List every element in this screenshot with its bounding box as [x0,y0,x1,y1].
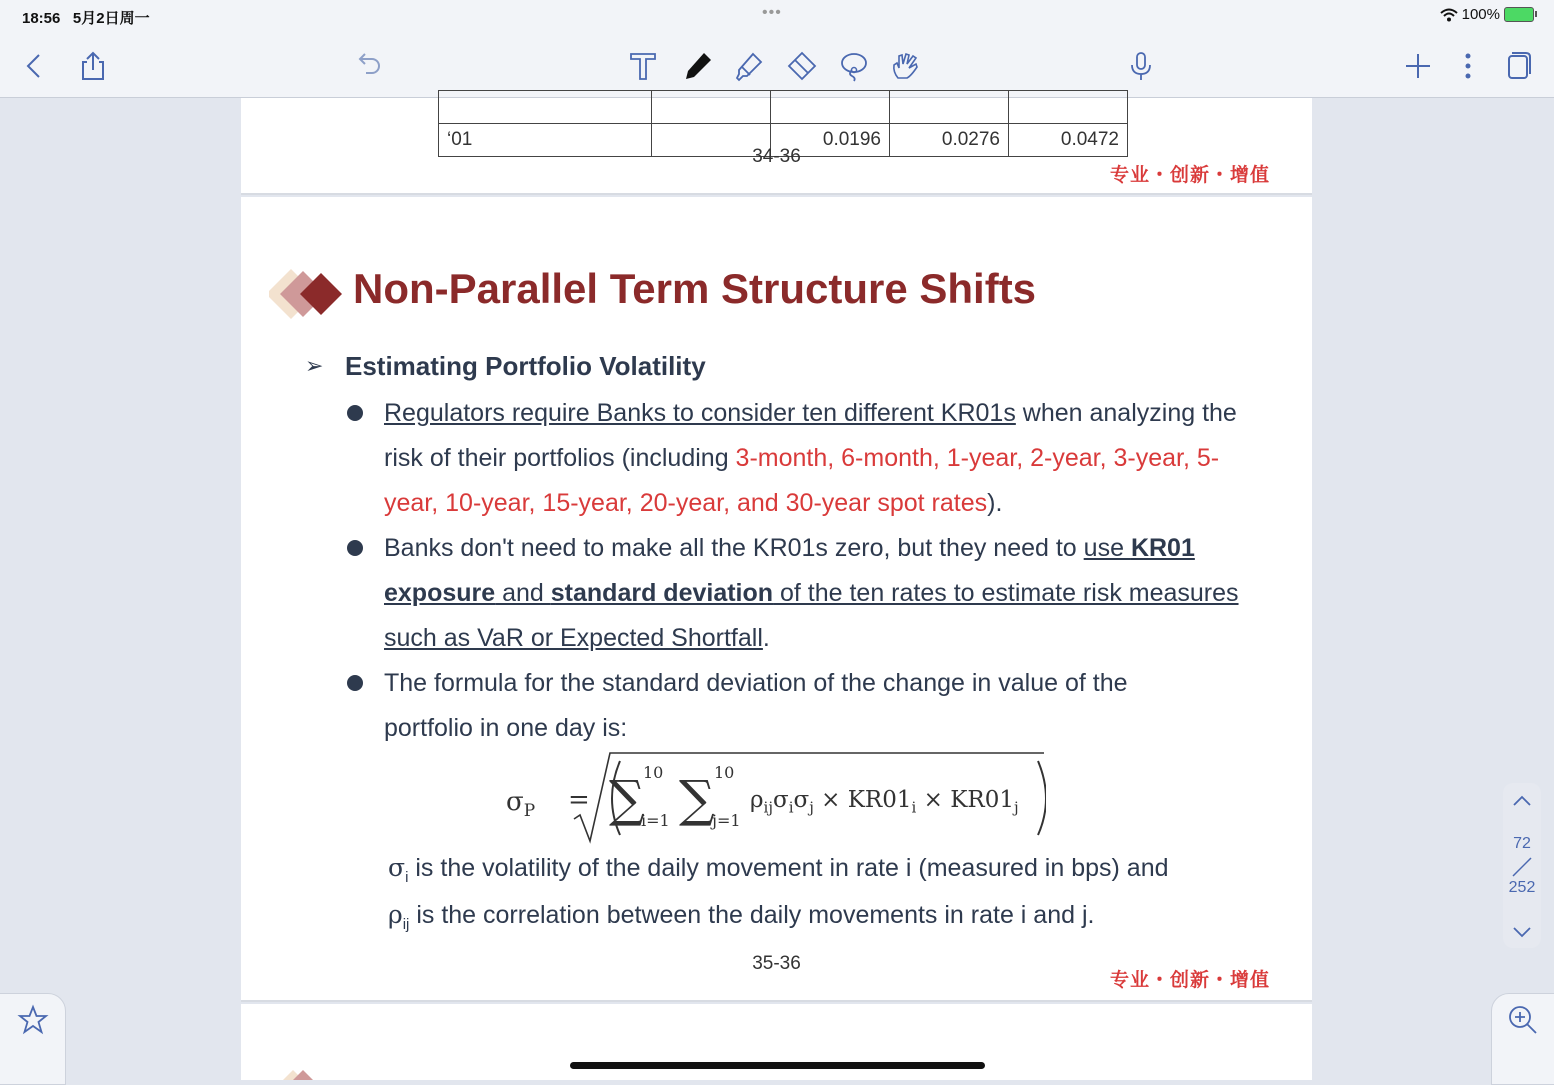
bullet-icon [347,675,363,691]
previous-slide [241,98,1312,195]
table-row-partial [439,91,1128,124]
table-cell: 0.0196 [771,124,890,157]
current-slide [241,197,1312,1002]
add-button[interactable] [1400,48,1436,84]
status-right [1440,6,1534,23]
title-diamonds-icon [269,269,349,319]
share-icon [77,50,109,82]
slide-subtitle: Estimating Portfolio Volatility [345,351,706,381]
lasso-button[interactable] [836,48,872,84]
slogan: 专业・创新・增值 [1109,165,1270,186]
total-pages: 252 [1508,879,1536,896]
undo-icon [352,50,384,82]
slogan: 专业・创新・增值 [1109,970,1270,991]
text-tool-button[interactable] [625,48,661,84]
bullet-icon [347,540,363,556]
bullet-3: The formula for the standard deviation of the change in value of the portfolio in one day is: [384,669,1128,742]
battery-percent: 100% [1461,6,1500,23]
title-diamonds-icon [283,1070,323,1082]
home-indicator[interactable] [570,1062,985,1069]
toolbar [0,32,1554,98]
page-down-icon[interactable] [1512,925,1532,939]
bullet-2: Banks don't need to make all the KR01s zero, but they need to use KR01 exposure and standard deviation of the ten rates to estimate risk measures such as VaR or Expected Shortfall. [384,534,1239,652]
slide-title: Non-Parallel Term Structure Shifts [353,265,1037,312]
favorite-panel [0,993,66,1085]
status-bar [0,0,1554,32]
share-button[interactable] [75,48,111,84]
hand-button[interactable] [887,48,923,84]
text-tool-icon [627,50,659,82]
eraser-button[interactable] [784,48,820,84]
arrow-bullet-icon: ➢ [305,353,324,378]
rho-definition: $\rho_{ij}$ is the correlation between the daily movements in rate i and j. [388,900,1095,933]
sigma-definition: $\sigma_i$ is the volatility of the daily movement in rate i (measured in bps) and [388,853,1169,886]
undo-button[interactable] [350,48,386,84]
row-label: ‘01 [439,124,652,157]
page-up-icon[interactable] [1512,793,1532,807]
more-icon [1452,50,1484,82]
page-number: 34-36 [752,146,801,167]
back-icon [18,50,50,82]
table-cell: 0.0472 [1009,124,1128,157]
add-icon [1402,50,1434,82]
microphone-icon [1125,50,1157,82]
highlighter-icon [733,50,765,82]
pages-button[interactable] [1500,48,1536,84]
page-number: 35-36 [752,953,801,974]
star-icon[interactable] [17,1004,49,1036]
eraser-icon [786,50,818,82]
page-separator-icon [1511,856,1533,878]
lasso-icon [838,50,870,82]
zoom-panel [1491,993,1554,1085]
current-page[interactable]: 72 [1513,835,1531,852]
wifi-icon [1440,8,1458,22]
bullet-icon [347,405,363,421]
microphone-button[interactable] [1123,48,1159,84]
pages-icon [1502,50,1534,82]
pen-icon [682,50,714,82]
back-button[interactable] [16,48,52,84]
zoom-in-icon[interactable] [1507,1004,1539,1036]
hand-icon [889,50,921,82]
highlighter-button[interactable] [731,48,767,84]
volatility-formula: $\sigma_P$ = ∑ 10 i=1 ∑ 10 j=1 $\rho_{ij}\sigma_i\sigma_j \times KR01_i \times KR01_j$ [506,749,1066,849]
more-button[interactable] [1450,48,1486,84]
status-time: 18:56 5月2日周一 [22,10,150,27]
battery-icon [1504,7,1534,22]
bullet-1: Regulators require Banks to consider ten different KR01s when analyzing the risk of their portfolios (including 3-month, 6-month, 1-year, 2-year, 3-year, 5-year, 10-year, 15-year, 20-year, and 30-year spot rates). [384,399,1237,517]
multitasking-dots[interactable]: ••• [762,4,782,21]
pen-button[interactable] [680,48,716,84]
page-navigator [1503,783,1541,948]
table-cell: 0.0276 [890,124,1009,157]
